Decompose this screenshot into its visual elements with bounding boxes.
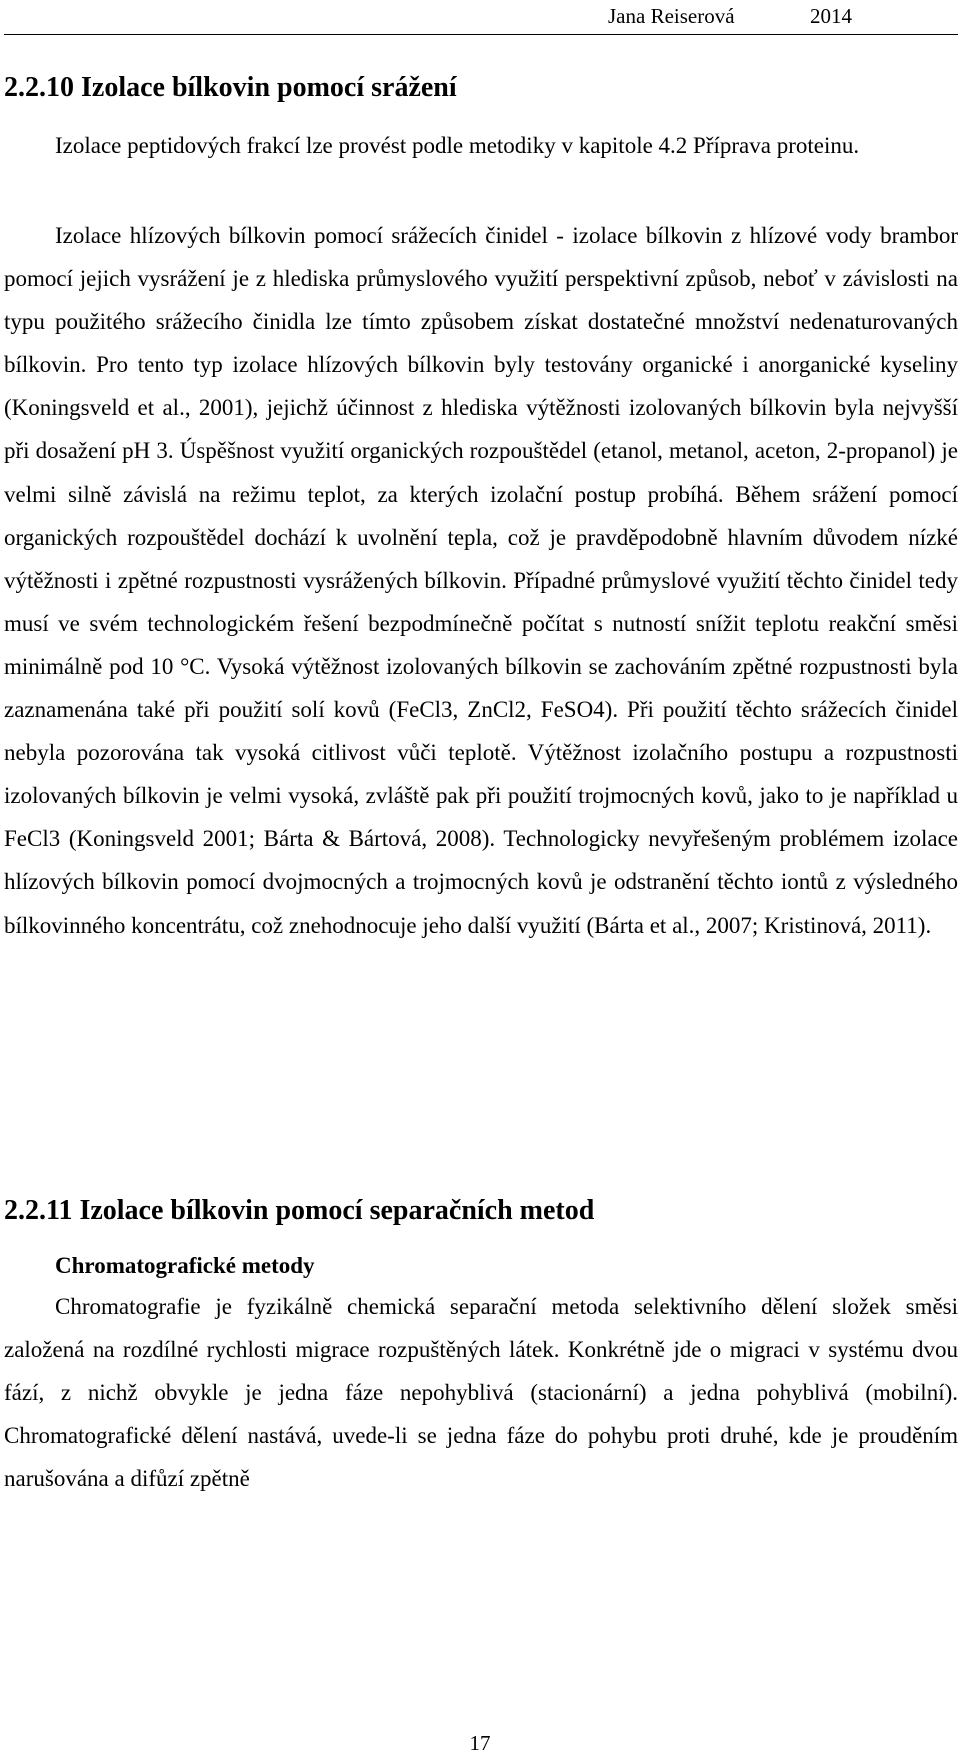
section-2-2-10-paragraph-2: Izolace hlízových bílkovin pomocí srážecích činidel - izolace bílkovin z hlízové vody brambor pomocí jejich vysrážení je z hlediska průmyslového využití perspektivní způsob, neboť v závislosti na typu použitého srážecího činidla lze tímto způsobem získat dostatečné množství nedenaturovaných bílkovin. Pro tento typ izolace hlízových bílkovin byly testovány organické i anorganické kyseliny (Koningsveld et al., 2001), jejichž účinnost z hlediska výtěžnosti izolovaných bílkovin byla nejvyšší při dosažení pH 3. Úspěšnost využití organických rozpouštědel (etanol, metanol, aceton, 2-propanol) je velmi silně závislá na režimu teplot, za kterých izolační postup probíhá. Během srážení pomocí organických rozpouštědel dochází k uvolnění tepla, což je pravděpodobně hlavním důvodem nízké výtěžnosti i zpětné rozpustnosti vysrážených bílkovin. Případné průmyslové využití těchto činidel tedy musí ve svém technologickém řešení bezpodmínečně počítat s nutností snížit teplotu reakční směsi minimálně pod 10 °C. Vysoká výtěžnost izolovaných bílkovin se zachováním zpětné rozpustnosti byla zaznamenána také při použití solí kovů (FeCl3, ZnCl2, FeSO4). Při použití těchto srážecích činidel nebyla pozorována tak vysoká citlivost vůči teplotě. Výtěžnost izolačního postupu a rozpustnosti izolovaných bílkovin je velmi vysoká, zvláště pak při použití trojmocných kovů, jako to je například u FeCl3 (Koningsveld 2001; Bárta & Bártová, 2008). Technologicky nevyřešeným problémem izolace hlízových bílkovin pomocí dvojmocných a trojmocných kovů je odstranění těchto iontů z výsledného bílkovinného koncentrátu, což znehodnocuje jeho další využití (Bárta et al., 2007; Kristinová, 2011). xyxy=(4,223,958,938)
page-number: 17 xyxy=(469,1731,491,1755)
header-divider xyxy=(4,34,958,35)
section-2-2-10-paragraph-1: Izolace peptidových frakcí lze provést podle metodiky v kapitole 4.2 Příprava proteinu. xyxy=(55,133,860,158)
section-2-2-10-heading: 2.2.10 Izolace bílkovin pomocí srážení xyxy=(4,72,457,103)
page-header xyxy=(0,0,960,34)
section-2-2-11-paragraph-1: Chromatografie je fyzikálně chemická separační metoda selektivního dělení složek směsi založená na rozdílné rychlosti migrace rozpuštěných látek. Konkrétně jde o migraci v systému dvou fází, z nichž obvykle je jedna fáze nepohyblivá (stacionární) a jedna pohyblivá (mobilní). Chromatografické dělení nastává, uvede-li se jedna fáze do pohybu proti druhé, kde je prouděním narušována a difůzí zpětně xyxy=(4,1294,958,1491)
section-2-2-11-heading: 2.2.11 Izolace bílkovin pomocí separačních metod xyxy=(4,1195,595,1226)
header-author: Jana Reiserová xyxy=(608,4,735,28)
header-year: 2014 xyxy=(810,4,852,28)
chromatography-subheading: Chromatografické metody xyxy=(55,1253,315,1278)
